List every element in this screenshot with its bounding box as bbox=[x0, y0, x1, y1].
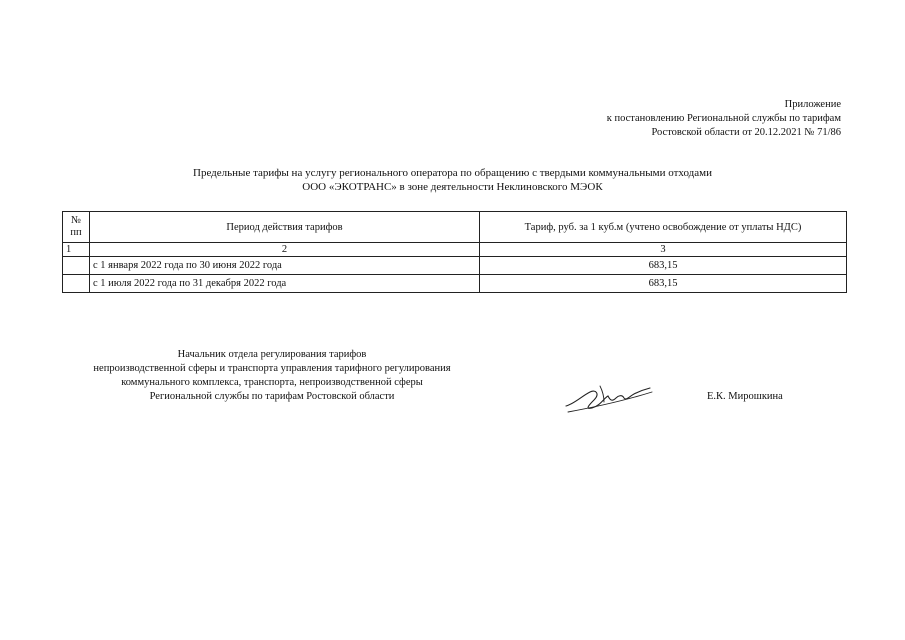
row-number bbox=[63, 257, 90, 275]
column-index-row bbox=[63, 243, 847, 257]
appendix-header bbox=[607, 98, 841, 140]
column-index: 1 bbox=[63, 243, 90, 257]
row-number bbox=[63, 275, 90, 293]
appendix-line-2: к постановлению Региональной службы по тарифам bbox=[606, 113, 841, 124]
header-tariff: Тариф, руб. за 1 куб.м (учтено освобождение от уплаты НДС) bbox=[480, 212, 847, 243]
appendix-line-3: Ростовской области от 20.12.2021 № 71/86 bbox=[651, 127, 841, 138]
title-line-2: ООО «ЭКОТРАНС» в зоне деятельности Неклиновского МЭОК bbox=[302, 181, 603, 193]
signatory-position bbox=[60, 348, 484, 404]
column-index: 3 bbox=[480, 243, 847, 257]
row-tariff: 683,15 bbox=[480, 275, 847, 293]
appendix-line-1: Приложение bbox=[784, 99, 841, 110]
table-header-row bbox=[63, 212, 847, 243]
document-title bbox=[0, 166, 905, 194]
table-row bbox=[63, 275, 847, 293]
header-number-abbr: пп bbox=[70, 227, 82, 238]
row-period: с 1 июля 2022 года по 31 декабря 2022 года bbox=[90, 275, 480, 293]
column-index: 2 bbox=[90, 243, 480, 257]
table-row bbox=[63, 257, 847, 275]
signatory-line-1: Начальник отдела регулирования тарифов bbox=[177, 349, 367, 360]
row-tariff: 683,15 bbox=[480, 257, 847, 275]
row-period: с 1 января 2022 года по 30 июня 2022 года bbox=[90, 257, 480, 275]
header-period: Период действия тарифов bbox=[90, 212, 480, 243]
signatory-line-3: коммунального комплекса, транспорта, непроизводственной сферы bbox=[121, 377, 423, 388]
header-number-symbol: № bbox=[70, 215, 82, 226]
title-line-1: Предельные тарифы на услугу регионального оператора по обращению с твердыми коммунальными отходами bbox=[193, 167, 712, 179]
tariffs-table bbox=[62, 211, 847, 293]
signatory-line-2: непроизводственной сферы и транспорта управления тарифного регулирования bbox=[93, 363, 451, 374]
header-number bbox=[63, 212, 90, 243]
signatory-line-4: Региональной службы по тарифам Ростовской области bbox=[149, 391, 395, 402]
handwritten-signature bbox=[560, 380, 660, 421]
signatory-name: Е.К. Мирошкина bbox=[707, 391, 783, 402]
